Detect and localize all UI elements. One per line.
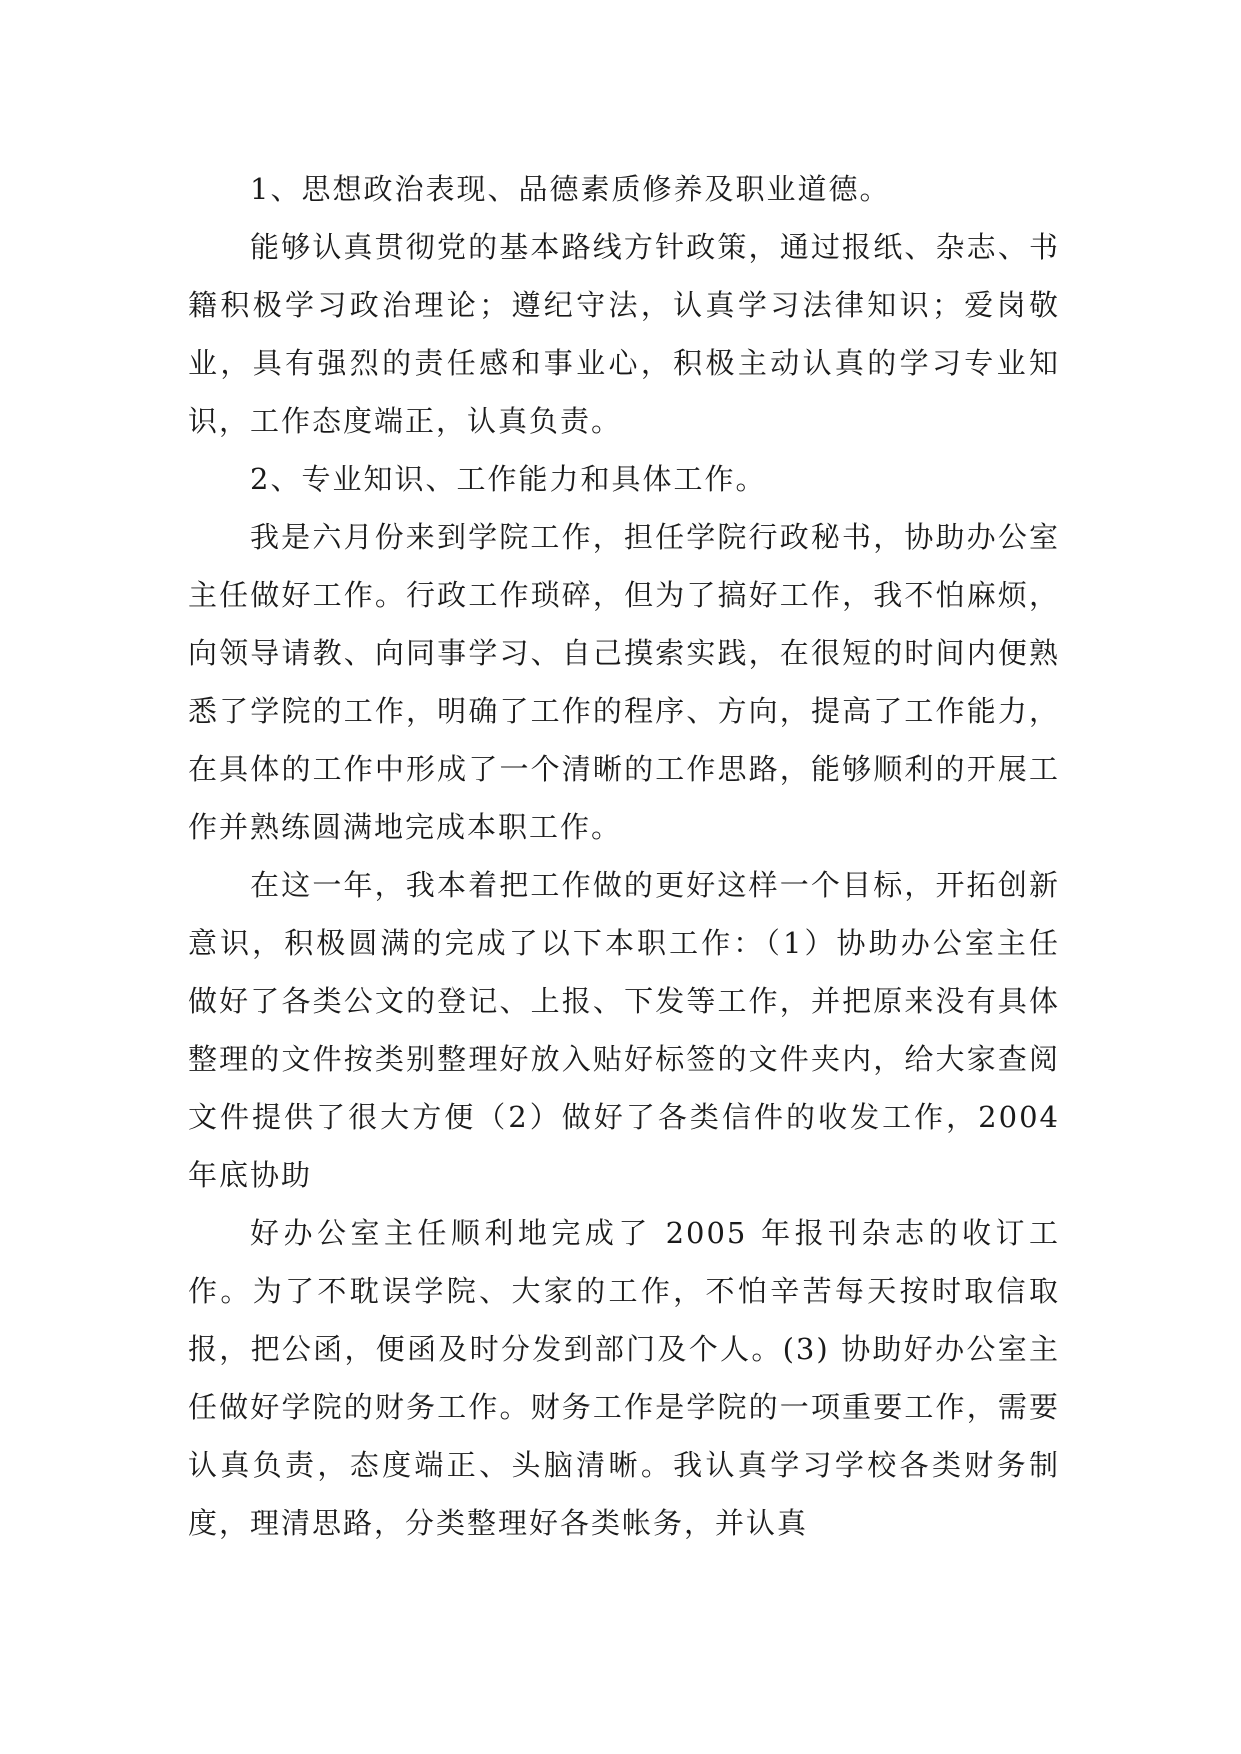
paragraph: 在这一年，我本着把工作做的更好这样一个目标，开拓创新意识，积极圆满的完成了以下本职工作：（1）协助办公室主任做好了各类公文的登记、上报、下发等工作，并把原来没有具体整理的文件按类别整理好放入贴好标签的文件夹内，给大家查阅文件提供了很大方便（2）做好了各类信件的收发工作，2004 年底协助: [188, 868, 1060, 1192]
paragraph: 好办公室主任顺利地完成了 2005 年报刊杂志的收订工作。为了不耽误学院、大家的工作，不怕辛苦每天按时取信取报，把公函，便函及时分发到部门及个人。(3) 协助好办公室主任做好学院的财务工作。财务工作是学院的一项重要工作，需要认真负责，态度端正、头脑清晰。我认真学习学校各类财务制度，理清思路，分类整理好各类帐务，并认真: [188, 1216, 1060, 1540]
paragraph: 能够认真贯彻党的基本路线方针政策，通过报纸、杂志、书籍积极学习政治理论；遵纪守法，认真学习法律知识；爱岗敬业，具有强烈的责任感和事业心，积极主动认真的学习专业知识，工作态度端正，认真负责。: [188, 230, 1060, 438]
paragraph: 我是六月份来到学院工作，担任学院行政秘书，协助办公室主任做好工作。行政工作琐碎，但为了搞好工作，我不怕麻烦，向领导请教、向同事学习、自己摸索实践，在很短的时间内便熟悉了学院的工作，明确了工作的程序、方向，提高了工作能力，在具体的工作中形成了一个清晰的工作思路，能够顺利的开展工作并熟练圆满地完成本职工作。: [188, 520, 1060, 844]
document-body: [188, 160, 1060, 1552]
section-heading-1: 1、思想政治表现、品德素质修养及职业道德。: [250, 172, 891, 206]
section-heading-2: 2、专业知识、工作能力和具体工作。: [250, 462, 767, 496]
